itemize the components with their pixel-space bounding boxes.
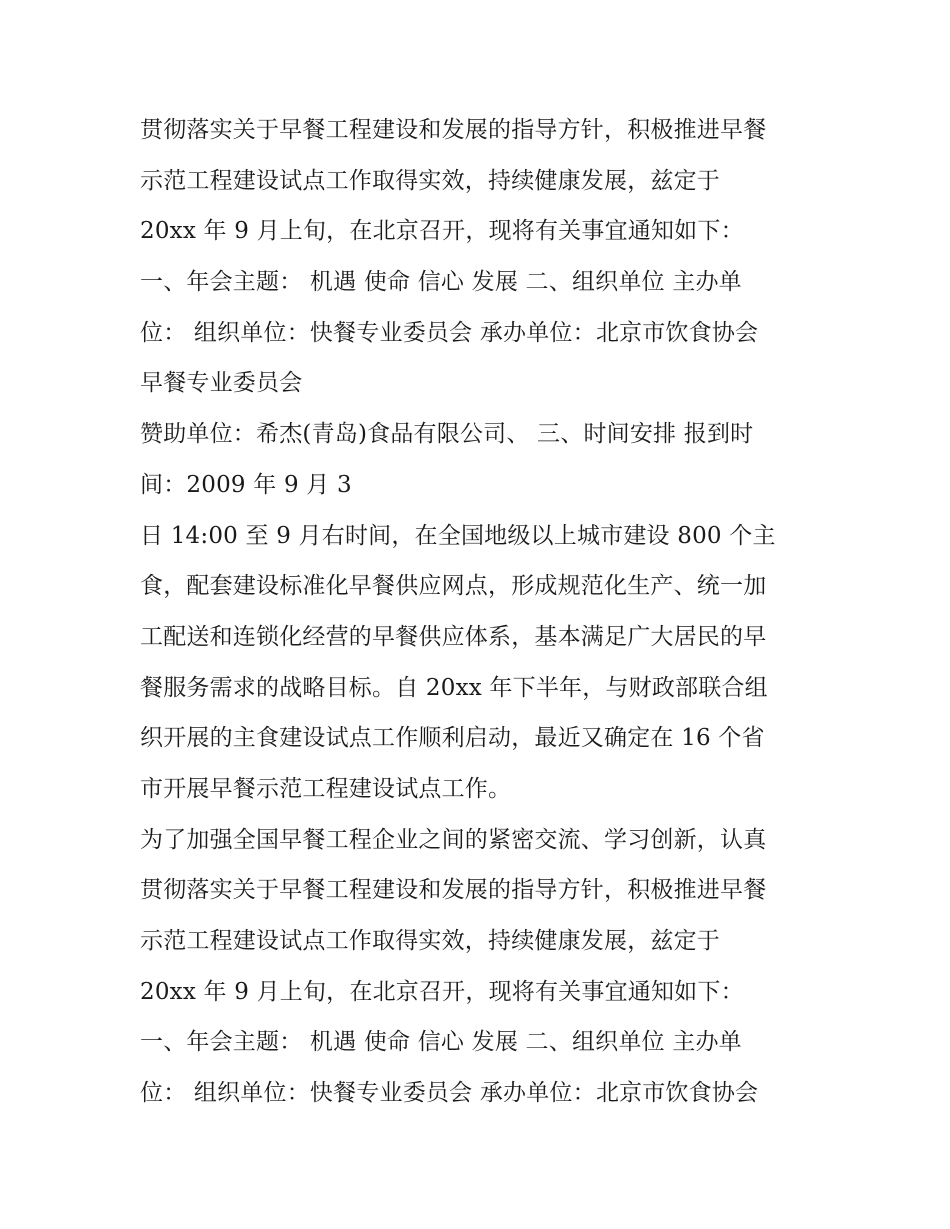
- text-line: 赞助单位：希杰(青岛)食品有限公司、 三、时间安排 报到时: [140, 421, 754, 448]
- text-line: 一、年会主题： 机遇 使命 信心 发展 二、组织单位 主办单: [140, 1029, 742, 1056]
- text-line: 织开展的主食建设试点工作顺利启动，最近又确定在 16 个省: [140, 725, 765, 752]
- text-line: 贯彻落实关于早餐工程建设和发展的指导方针，积极推进早餐: [140, 877, 767, 904]
- text-line: 早餐专业委员会: [140, 370, 303, 397]
- text-line: 示范工程建设试点工作取得实效，持续健康发展，兹定于: [140, 928, 720, 954]
- text-line: 日 14:00 至 9 月右时间，在全国地级以上城市建设 800 个主: [140, 522, 776, 549]
- text-line: 20xx 年 9 月上旬，在北京召开，现将有关事宜通知如下：: [140, 218, 744, 245]
- text-line: 贯彻落实关于早餐工程建设和发展的指导方针，积极推进早餐: [140, 117, 767, 143]
- text-line: 示范工程建设试点工作取得实效，持续健康发展，兹定于: [140, 167, 720, 194]
- text-line: 食，配套建设标准化早餐供应网点，形成规范化生产、统一加: [140, 573, 767, 600]
- text-line: 间：2009 年 9 月 3: [140, 471, 352, 498]
- text-line: 20xx 年 9 月上旬，在北京召开，现将有关事宜通知如下：: [140, 978, 744, 1005]
- text-line: 餐服务需求的战略目标。自 20xx 年下半年，与财政部联合组: [140, 674, 768, 701]
- text-line: 为了加强全国早餐工程企业之间的紧密交流、学习创新，认真: [140, 826, 767, 853]
- body-text: [140, 105, 830, 1119]
- text-line: 一、年会主题： 机遇 使命 信心 发展 二、组织单位 主办单: [140, 269, 742, 296]
- text-line: 位： 组织单位：快餐专业委员会 承办单位：北京市饮食协会: [140, 1080, 759, 1107]
- text-line: 工配送和连锁化经营的早餐供应体系，基本满足广大居民的早: [140, 623, 767, 650]
- text-line: 位： 组织单位：快餐专业委员会 承办单位：北京市饮食协会: [140, 319, 759, 346]
- text-line: 市开展早餐示范工程建设试点工作。: [140, 775, 512, 802]
